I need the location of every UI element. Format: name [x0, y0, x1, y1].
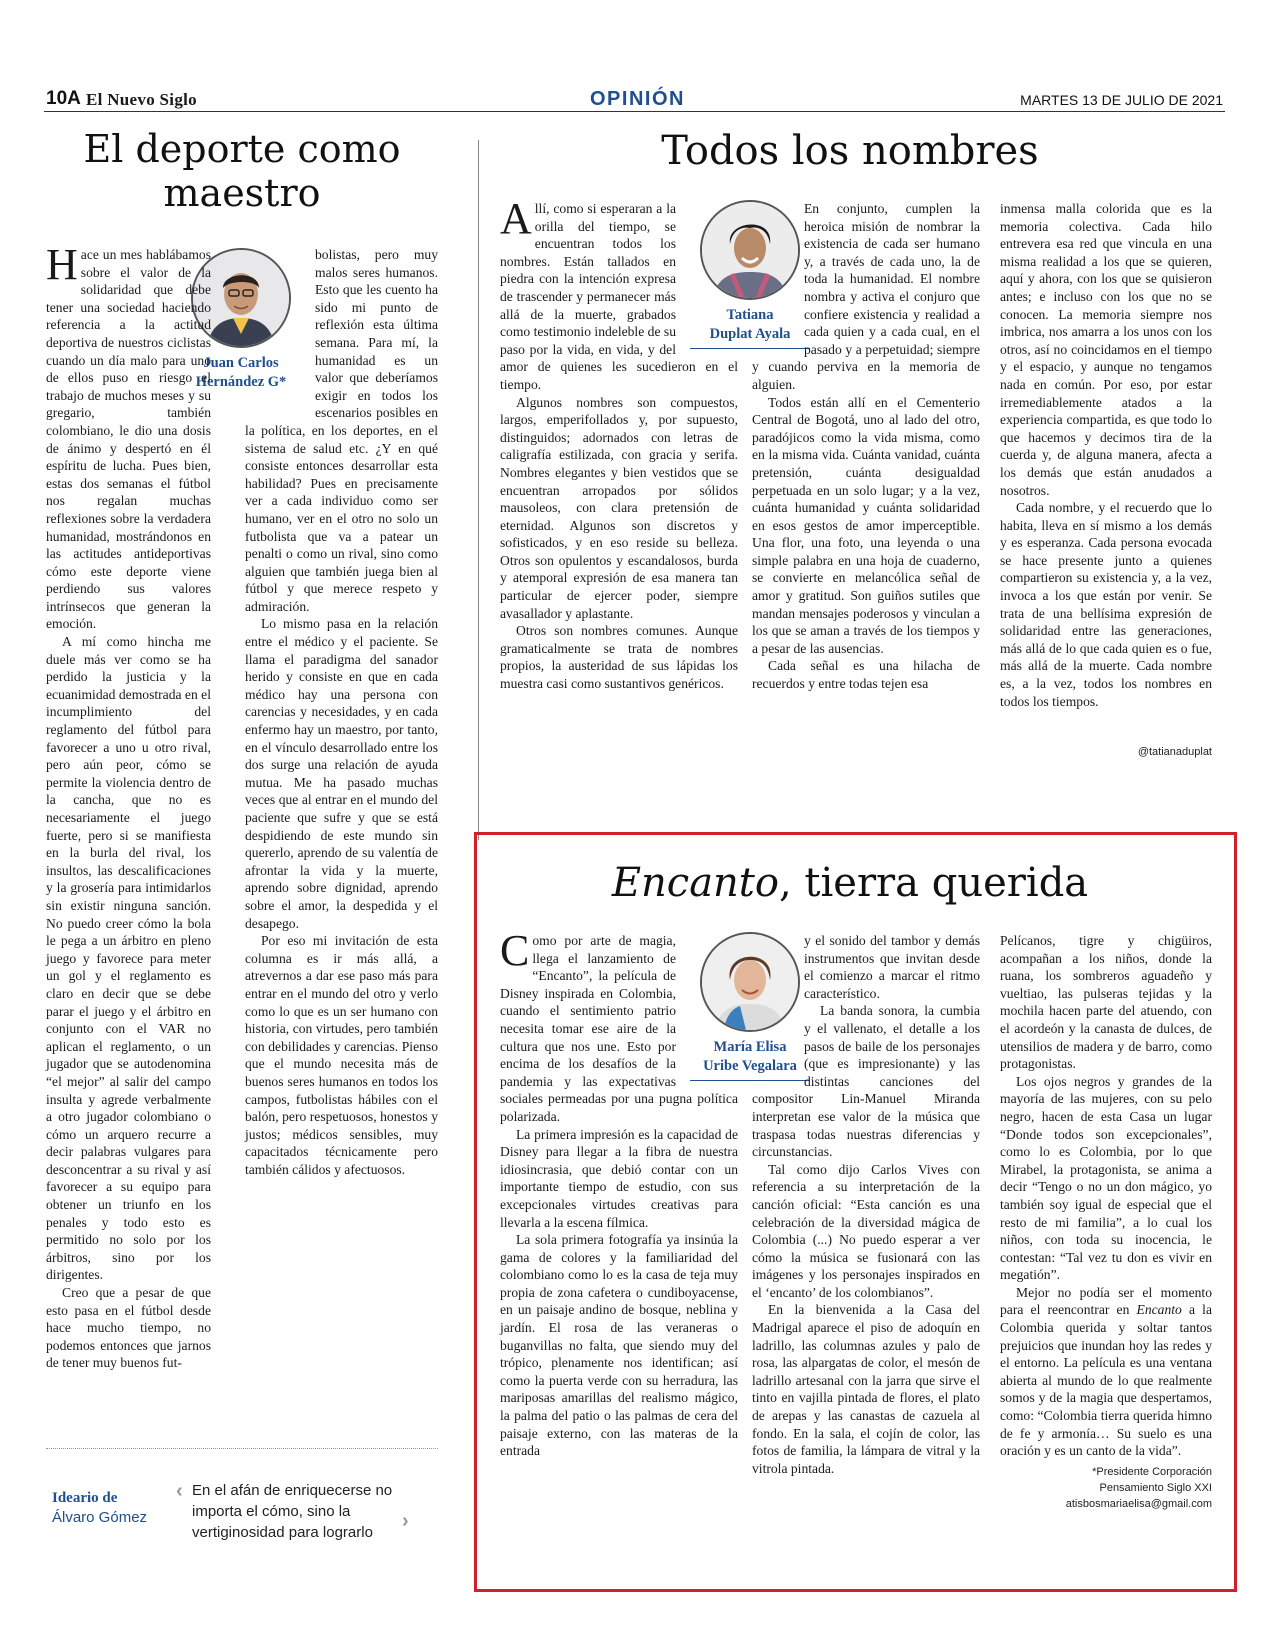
- paragraph: Otros son nombres comunes. Aunque gramaticalmente se trata de nombres propios, la austeridad de sus lápidas los muestra casi como sustantivos genéricos.: [500, 623, 738, 692]
- article-title-encanto: [500, 860, 1200, 906]
- page-number: 10A: [46, 88, 81, 109]
- article-column-1: [46, 240, 211, 1372]
- title-line-2: maestro: [163, 170, 321, 215]
- paragraph: La primera impresión es la capacidad de Disney para llegar a la fibra de nuestra idiosincrasia, que debió contar con un importante tiempo de estudio, con sus excepcionales virtudes creativas para llevarla a la escena fílmica.: [500, 1126, 738, 1230]
- ideario-label: Ideario de: [52, 1490, 118, 1506]
- text-run: a la Colombia querida y soltar tantos prejuicios que inundan hoy las redes y el entorno. La película es una ventana abierta al mundo de lo que realmente somos y de la magia que despertamos, como: “Colombia tierra querida himno de fe y armonía… Su suelo es una oración y es un canto de la vida”.: [1000, 1302, 1212, 1459]
- article-column-5: [1000, 200, 1212, 710]
- credit-line: Pensamiento Siglo XXI: [1099, 1481, 1212, 1494]
- author-first: María Elisa: [713, 1039, 787, 1055]
- paragraph: Por eso mi invitación de esta columna es ir más allá, a atrevernos a dar ese paso más para entrar en el mundo del otro y verlo como lo que es un ser humano con historia, con virtudes, pero también con debilidades y carencias. Pienso que el mundo necesita más de buenos seres humanos en todos los campos, futbolistas hábiles con el balón, pero respetuosos, honestos y justos; médicos sensibles, muy capacitados técnicamente pero también cálidos y afectuosos.: [245, 933, 438, 1177]
- newspaper-name: El Nuevo Siglo: [86, 90, 197, 109]
- paragraph: ace un mes hablábamos sobre el valor de la solidaridad que debe tener una sociedad haciendo referencia a la actitud deportiva de nuestros ciclistas cuando un día malo para uno de ellos puso en riesgo el trabajo de muchos meses y su gregario, también colombiano, le dio una dosis de ánimo y despertó en él espíritu de lucha. Pues bien, estas dos semanas el fútbol nos regalan muchas reflexiones sobre la verdadera humanidad, mostrándonos en las actitudes antideportivas cómo este deporte viene perdiendo sus valores intrínsecos que generan la emoción.: [46, 247, 211, 632]
- article-column-4: [752, 200, 980, 693]
- paragraph: La banda sonora, la cumbia y el vallenato, el detalle a los pasos de baile de los personajes (que es impresionante) y las distintas canciones del compositor Lin-Manuel Miranda interpretan ese valor de la música que traspasa todas nuestras diferencias y circunstancias.: [752, 1003, 980, 1160]
- article-column-2: [245, 246, 438, 1178]
- paragraph: Los ojos negros y grandes de la mayoría de las mujeres, con su pelo negro, hacen de esta Casa un lugar “Donde todos son excepcionales”, como lo es Colombia, por lo que Mirabel, la protagonista, se anima a decir “Tengo o no un don mágico, yo también soy igual de especial que el resto de mi familia”, a lo cual los niños, con toda su inocencia, le contestan: “Tal vez tu don es vivir en megatión”.: [1000, 1073, 1212, 1283]
- ideario-quote: En el afán de enriquecerse no importa el cómo, sino la vertiginosidad para lograrlo: [192, 1482, 393, 1541]
- paragraph: A mí como hincha me duele más ver como se ha perdido la justicia y la ecuanimidad demostrada en el incumplimiento del reglamento del fútbol para favorecer a uno u otro rival, pero aún peor, cómo se permite la violencia dentro de la cancha, que no es necesariamente el juego fuerte, pero si se manifiesta en la burla del rival, los insultos, las descalificaciones y la grosería para intimidarlos sin existir ninguna sanción. No puedo creer cómo la bola le pega a un árbitro en pleno juego y favorece para meter un gol y el reglamento es claro en decir que se debe parar el juego y el árbitro en conjunto con el VAR no aplican el reglamento, o un jugador que se autodenomina “el mejor” al salir del campo insulta y agrede verbalmente a otro jugador colombiano o cómo un arquero recurre a decir palabras vulgares para desconcentrar a su rival y así favorecer a su equipo para obtener un triunfo en los penales y todo esto es permitido no solo por los árbitros, sino por los dirigentes.: [46, 634, 211, 1283]
- paragraph: [1000, 1284, 1212, 1460]
- paragraph: Cada nombre, y el recuerdo que lo habita, lleva en sí mismo a los demás y es esperanza. Cada persona evocada se hace presente junto a quienes compartieron su existencia y, a la vez, invoca a los que están por venir. Se trata de una bellísima expresión de solidaridad entre las generaciones, más allá de lo que cada quien es o fue, más allá de la muerte. Cada nombre es, a la vez, todos los nombres en todos los tiempos.: [1000, 500, 1212, 709]
- ideario-author: Álvaro Gómez: [52, 1509, 148, 1526]
- paragraph: En la bienvenida a la Casa del Madrigal aparece el piso de adoquín en ladrillo, las columnas azules y palo de rosa, las alpargatas de color, el mesón de ladrillo artesanal con la jarra que sirve el tinto en vajilla pintada de flores, el plato de arepas y las canastas de cazuela al fondo. En la sala, el cojín de color, las fotos de familia, la lámpara de vitral y la vitrola pintada.: [752, 1302, 980, 1476]
- drop-cap: A: [500, 194, 532, 243]
- dotted-separator: [46, 1448, 438, 1449]
- paragraph: La sola primera fotografía ya insinúa la gama de colores y la familiaridad del colombiano como lo es la casa de teja muy propia de zona cafetera o cundiboyacense, en un paisaje andino de bosque, neblina y jardín. El rosa de las veraneras o buganvillas no falta, que siendo muy del trópico, plenamente nos identifican; así como la puerta verde con su herradura, las mariposas amarillas del realismo mágico, la palma del patio o las palmas de cera del paisaje externo, con las materas de la entrada: [500, 1232, 738, 1459]
- paragraph: Lo mismo pasa en la relación entre el médico y el paciente. Se llama el paradigma del sanador herido y consiste en que en cada médico hay una persona con carencias y necesidades, y en cada enfermo hay un maestro, por tanto, en el vínculo desarrollado entre los dos surge una relación de ayuda mutua. Me ha pasado muchas veces que al entrar en el mundo del paciente que sufre y que se está despidiendo de este mundo sin quererlo, aprendo de su valentía de afrontar la vida y la muerte, aprendo sobre dignidad, aprendo sobre el amor, la despedida y el desapego.: [245, 616, 438, 931]
- article-column-7: [752, 932, 980, 1477]
- author-credit: [1000, 1464, 1212, 1512]
- author-first: Tatiana: [726, 307, 774, 323]
- paragraph: Todos están allí en el Cementerio Central de Bogotá, uno al lado del otro, paradójicos como la vida misma, como en la misma vida. Cuánta vanidad, cuánta pretensión, cuánta desigualdad perpetuada en un solo lugar; y a la vez, cuánta humanidad y cuánta solidaridad en esos gestos de amor imperceptible. Una flor, una foto, una leyenda o una simple palabra en una hoja de cuaderno, se convierte en melancólica señal de amor y gratitud. Son guiños sutiles que mandan mensajes poderosos y vinculan a los que se aman a través de los tiempos y a pesar de las ausencias.: [752, 394, 980, 656]
- close-quote-icon: ›: [402, 1510, 409, 1532]
- header-rule: [44, 111, 1225, 112]
- credit-line: *Presidente Corporación: [1092, 1465, 1212, 1478]
- text-run: Mejor no podía ser el momento para el reencontrar en: [1000, 1284, 1212, 1318]
- open-quote-icon: ‹: [176, 1480, 183, 1502]
- issue-date: MARTES 13 DE JULIO DE 2021: [1020, 92, 1223, 108]
- paragraph: Cada señal es una hilacha de recuerdos y entre todas tejen esa: [752, 658, 980, 692]
- drop-cap: H: [46, 240, 78, 289]
- paragraph: llí, como si esperaran a la orilla del tiempo, se encuentran todos los nombres. Están tallados en piedra con la intención expresa de trascender y permanecer más allá de la muerte, grabados como testimonio indeleble de su paso por la vida, en vida, y del amor de quienes les sucedieron en el tiempo.: [500, 201, 738, 392]
- article-title-nombres: Todos los nombres: [661, 128, 1039, 174]
- author-first: Juan Carlos: [203, 355, 279, 371]
- paragraph: y el sonido del tambor y demás instrumentos que invitan desde el comienzo a marcar el ritmo característico.: [804, 933, 980, 1001]
- article-column-6: [500, 926, 738, 1460]
- author-email: atisbosmariaelisa@gmail.com: [1065, 1497, 1212, 1510]
- author-last: Uribe Vegalara: [703, 1058, 797, 1074]
- article-column-8: [1000, 932, 1212, 1512]
- paragraph: Creo que a pesar de que esto pasa en el fútbol desde hace mucho tiempo, no podemos entonces que jarnos de tener muy buenos fut-: [46, 1285, 211, 1371]
- paragraph: bolistas, pero muy malos seres humanos. Esto que les cuento ha sido mi punto de reflexión esta última semana. Para mí, la humanidad es un valor que deberíamos exigir en todos los escenarios posibles en la política, en los deportes, en el sistema de salud etc. ¿Y en qué consiste entonces desarrollar esta habilidad? Pues en precisamente ver a cada individuo como ser humano, ver en el otro no solo un futbolista que va a patear un penalti o como un rival, sino como alguien que también juega bien al fútbol y que merece respeto y admiración.: [245, 247, 438, 614]
- title-emphasis: Encanto: [611, 860, 779, 906]
- paragraph: Algunos nombres son compuestos, largos, emperifollados y, por supuesto, distinguidos; adornados con letras de caligrafía estilizada, con gracia y serifa. Nombres elegantes y bien vestidos que se encuentran arropados por sólidos mausoleos, con clara pretensión de eternidad. Algunos son discretos y sofisticados, y en eso reside su belleza. Otros son opulentos y escandalosos, burda y atemporal expresión de esa manera tan particular de ejercer poder, siempre avasallador y aplastante.: [500, 394, 738, 621]
- title-line-1: El deporte como: [83, 127, 401, 171]
- author-handle: @tatianaduplat: [1137, 746, 1212, 758]
- author-last: Hernández G*: [195, 374, 287, 390]
- article-column-3: [500, 194, 738, 693]
- section-title: OPINIÓN: [590, 88, 685, 110]
- drop-cap: C: [500, 926, 530, 975]
- paragraph: inmensa malla colorida que es la memoria colectiva. Cada hilo entrevera esa red que vincula en una misma realidad a los que se quieren, aquí y ahora, con los que se quisieron antes; e incluso con los que no se conocen. La memoria siempre nos imbrica, nos amarra a los unos con los otros, así no coincidamos en el tiempo y el espacio, y aunque no tengamos nada en común. Por eso, por estar irremediablemente atados a la experiencia compartida, es que todo lo que hacemos y decimos tira de la cuerda y, de alguna manera, afecta a los demás que están anudados a nosotros.: [1000, 201, 1212, 498]
- paragraph: Tal como dijo Carlos Vives con referencia a su interpretación de la canción oficial: “Esta canción es una celebración de la diversidad mágica de Colombia (...) No puedo esperar a ver cómo la música se fusionará con las imágenes y los personajes inspirados en el ‘encanto’ de los colombianos”.: [752, 1161, 980, 1300]
- paragraph: omo por arte de magia, llega el lanzamiento de “Encanto”, la película de Disney inspirada en Colombia, cuando el sentimiento patrio necesita tomar ese aire de la cultura que nos une. Esto por encima de los desafíos de la pandemia y las expectativas sociales permeadas por una pugna política polarizada.: [500, 933, 738, 1124]
- paragraph: Pelícanos, tigre y chigüiros, acompañan a los niños, donde la ruana, los sombreros aguadeño y vueltiao, las pulseras tejidas y la mochila hacen parte del atuendo, con el acordeón y la canasta de dulces, de utensilios de madera y de barro, como protagonistas.: [1000, 933, 1212, 1072]
- column-divider: [478, 140, 479, 840]
- title-rest: , tierra querida: [778, 860, 1089, 906]
- text-emphasis: Encanto: [1136, 1302, 1182, 1318]
- author-last: Duplat Ayala: [709, 326, 791, 342]
- article-title-deporte: [46, 128, 438, 215]
- paragraph: En conjunto, cumplen la heroica misión de nombrar la existencia de cada ser humano y, a través de cada uno, la de toda la humanidad. El nombre nombra y activa el conjuro que confiere existencia y realidad a cada quien y a cada cual, en el pasado y a perpetuidad; siempre y cuando perviva en la memoria de alguien.: [752, 201, 980, 392]
